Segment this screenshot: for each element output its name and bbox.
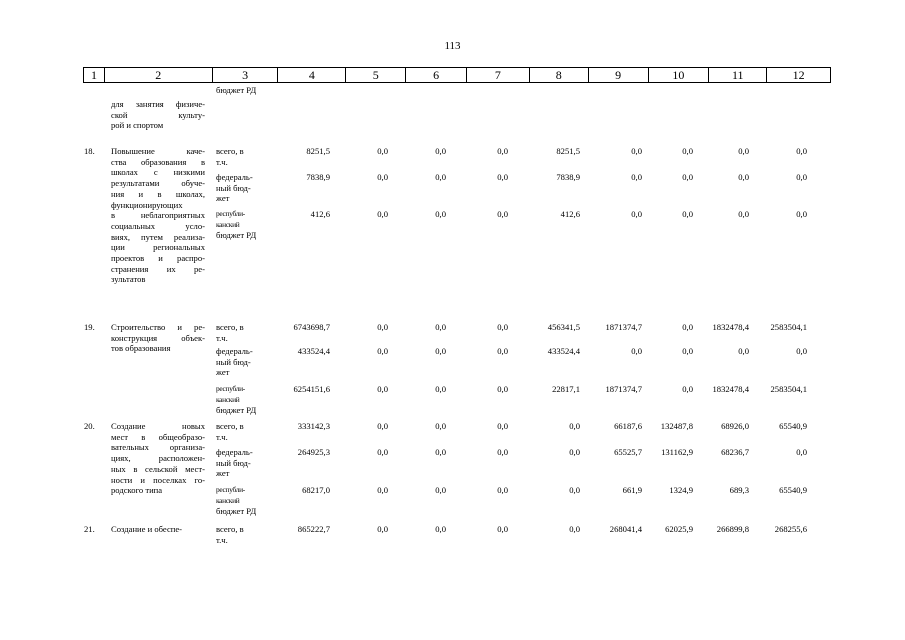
value-cell: 131162,9: [661, 447, 693, 457]
value-cell: 65525,7: [614, 447, 642, 457]
value-cell: 0,0: [738, 172, 749, 182]
value-cell: 65540,9: [779, 485, 807, 495]
value-cell: 0,0: [435, 421, 446, 431]
value-cell: 0,0: [631, 209, 642, 219]
value-cell: 0,0: [377, 485, 388, 495]
value-cell: 0,0: [435, 447, 446, 457]
value-cell: 0,0: [377, 447, 388, 457]
value-cell: 66187,6: [614, 421, 642, 431]
value-cell: 865222,7: [297, 524, 330, 534]
row-description: для занятия физиче- ской культу- рой и спортом: [111, 99, 205, 131]
value-cell: 456341,5: [547, 322, 580, 332]
header-cell-6: 6: [406, 68, 467, 82]
value-cell: 6743698,7: [293, 322, 330, 332]
value-cell: 0,0: [435, 172, 446, 182]
value-cell: 0,0: [796, 447, 807, 457]
source-label: всего, в т.ч.: [216, 524, 244, 545]
value-cell: 264925,3: [297, 447, 330, 457]
source-label: федераль- ный бюд- жет: [216, 447, 253, 479]
value-cell: 7838,9: [306, 172, 330, 182]
value-cell: 0,0: [738, 209, 749, 219]
value-cell: 0,0: [435, 322, 446, 332]
value-cell: 1324,9: [669, 485, 693, 495]
value-cell: 0,0: [682, 209, 693, 219]
value-cell: 0,0: [682, 384, 693, 394]
value-cell: 0,0: [738, 346, 749, 356]
source-label: республи- канский бюджет РД: [216, 485, 257, 517]
value-cell: 0,0: [497, 421, 508, 431]
value-cell: 8251,5: [556, 146, 580, 156]
header-cell-9: 9: [589, 68, 649, 82]
value-cell: 412,6: [560, 209, 580, 219]
value-cell: 0,0: [682, 172, 693, 182]
value-cell: 0,0: [435, 146, 446, 156]
value-cell: 0,0: [497, 346, 508, 356]
value-cell: 62025,9: [665, 524, 693, 534]
value-cell: 2583504,1: [770, 322, 807, 332]
value-cell: 68217,0: [302, 485, 330, 495]
value-cell: 433524,4: [547, 346, 580, 356]
value-cell: 0,0: [435, 346, 446, 356]
source-label: федераль- ный бюд- жет: [216, 172, 253, 204]
value-cell: 0,0: [682, 322, 693, 332]
value-cell: 0,0: [796, 172, 807, 182]
value-cell: 268041,4: [609, 524, 642, 534]
value-cell: 65540,9: [779, 421, 807, 431]
value-cell: 0,0: [569, 421, 580, 431]
value-cell: 0,0: [631, 172, 642, 182]
row-description: Строительство и ре- конструкция объек- тов образования: [111, 322, 205, 354]
value-cell: 0,0: [796, 209, 807, 219]
value-cell: 0,0: [682, 146, 693, 156]
value-cell: 0,0: [569, 524, 580, 534]
value-cell: 1832478,4: [712, 322, 749, 332]
header-cell-7: 7: [467, 68, 530, 82]
source-label: всего, в т.ч.: [216, 146, 244, 167]
header-cell-5: 5: [346, 68, 406, 82]
header-cell-3: 3: [213, 68, 279, 82]
value-cell: 0,0: [377, 209, 388, 219]
source-label: федераль- ный бюд- жет: [216, 346, 253, 378]
value-cell: 0,0: [631, 146, 642, 156]
row-number: 20.: [84, 421, 95, 431]
value-cell: 132487,8: [660, 421, 693, 431]
value-cell: 266899,8: [716, 524, 749, 534]
value-cell: 1871374,7: [605, 384, 642, 394]
value-cell: 0,0: [497, 322, 508, 332]
value-cell: 412,6: [310, 209, 330, 219]
value-cell: 0,0: [497, 172, 508, 182]
value-cell: 268255,6: [774, 524, 807, 534]
value-cell: 0,0: [377, 524, 388, 534]
value-cell: 0,0: [569, 485, 580, 495]
value-cell: 0,0: [497, 146, 508, 156]
value-cell: 689,3: [729, 485, 749, 495]
value-cell: 0,0: [796, 346, 807, 356]
value-cell: 661,9: [622, 485, 642, 495]
source-label: всего, в т.ч.: [216, 322, 244, 343]
value-cell: 0,0: [497, 384, 508, 394]
source-label: бюджет РД: [216, 85, 257, 95]
value-cell: 0,0: [631, 346, 642, 356]
value-cell: 1832478,4: [712, 384, 749, 394]
header-cell-1: 1: [84, 68, 105, 82]
value-cell: 0,0: [377, 384, 388, 394]
row-number: 18.: [84, 146, 95, 156]
row-description: Создание и обеспе-: [111, 524, 183, 534]
header-cell-4: 4: [278, 68, 346, 82]
value-cell: 2583504,1: [770, 384, 807, 394]
row-number: 19.: [84, 322, 95, 332]
value-cell: 0,0: [738, 146, 749, 156]
source-label: всего, в т.ч.: [216, 421, 244, 442]
value-cell: 0,0: [682, 346, 693, 356]
value-cell: 0,0: [377, 172, 388, 182]
row-description: Создание новых мест в общеобразо- вательных организа- циях, расположен- ных в сельской мест- ности и поселках го- родского типа: [111, 421, 205, 496]
source-label: республи- канский бюджет РД: [216, 209, 257, 241]
value-cell: 22817,1: [552, 384, 580, 394]
value-cell: 0,0: [377, 322, 388, 332]
page-number: 113: [444, 40, 461, 52]
value-cell: 0,0: [569, 447, 580, 457]
value-cell: 0,0: [435, 384, 446, 394]
value-cell: 8251,5: [306, 146, 330, 156]
value-cell: 0,0: [435, 524, 446, 534]
value-cell: 0,0: [377, 421, 388, 431]
header-cell-2: 2: [105, 68, 213, 82]
header-cell-11: 11: [709, 68, 767, 82]
value-cell: 433524,4: [297, 346, 330, 356]
header-cell-12: 12: [792, 68, 805, 82]
value-cell: 0,0: [497, 447, 508, 457]
value-cell: 0,0: [796, 146, 807, 156]
value-cell: 6254151,6: [293, 384, 330, 394]
value-cell: 0,0: [435, 209, 446, 219]
value-cell: 333142,3: [297, 421, 330, 431]
value-cell: 1871374,7: [605, 322, 642, 332]
value-cell: 0,0: [377, 146, 388, 156]
value-cell: 0,0: [377, 346, 388, 356]
value-cell: 0,0: [497, 209, 508, 219]
value-cell: 7838,9: [556, 172, 580, 182]
value-cell: 0,0: [497, 485, 508, 495]
value-cell: 0,0: [497, 524, 508, 534]
value-cell: 68236,7: [721, 447, 749, 457]
value-cell: 0,0: [435, 485, 446, 495]
row-description: Повышение каче- ства образования в школах с низкими результатами обуче- ния и в школах, функционирующих в неблагоприятных социальных усло- виях, путем реализа- ции региональных проектов и распро- странения их ре- зультатов: [111, 146, 205, 285]
header-cell-8: 8: [530, 68, 589, 82]
row-number: 21.: [84, 524, 95, 534]
value-cell: 68926,0: [721, 421, 749, 431]
header-cell-10: 10: [649, 68, 710, 82]
source-label: республи- канский бюджет РД: [216, 384, 257, 416]
